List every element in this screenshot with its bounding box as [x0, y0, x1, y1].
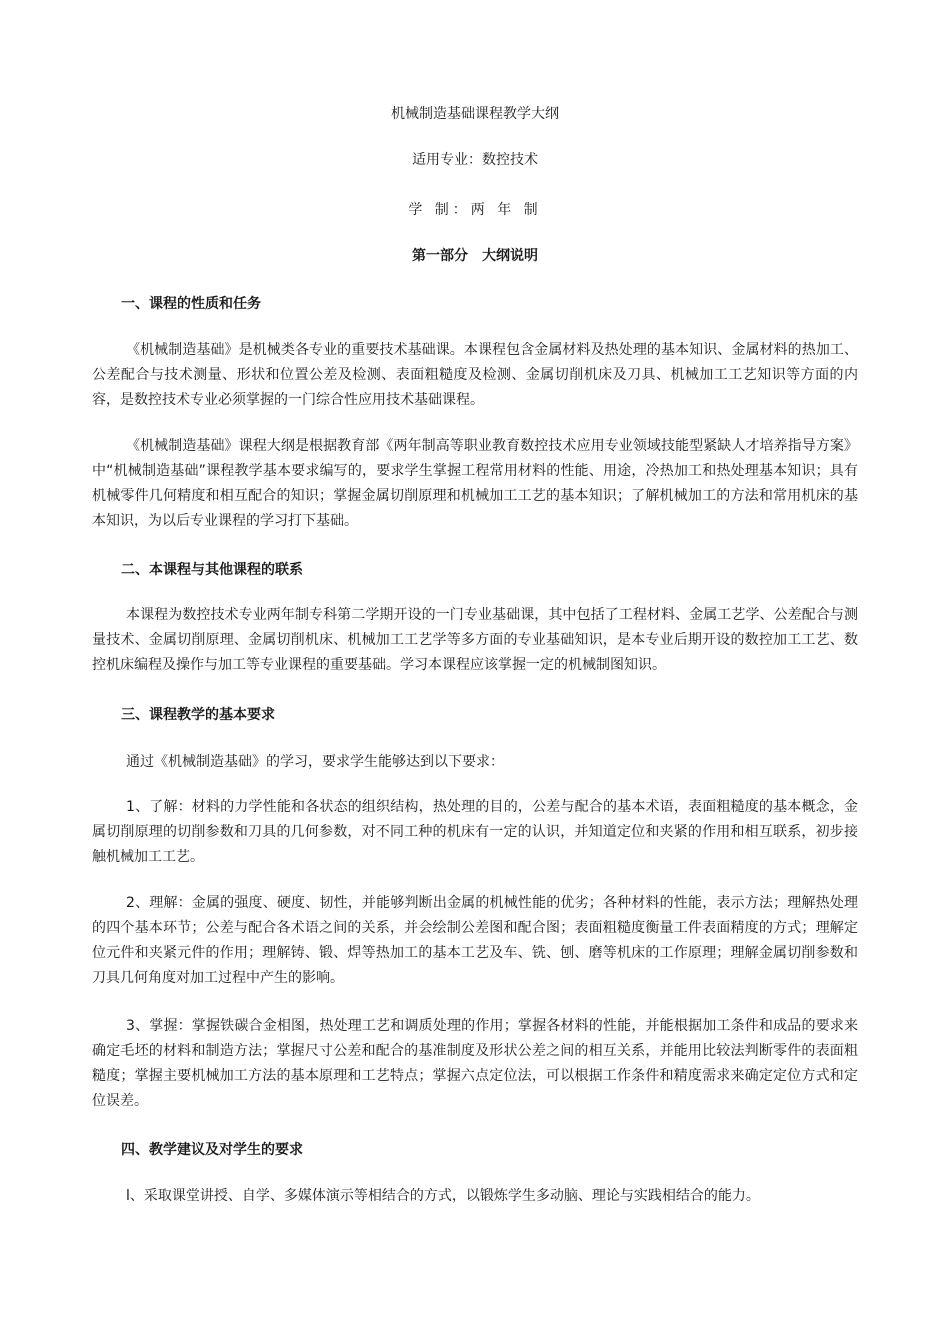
section-heading-1: 一、课程的性质和任务	[121, 296, 261, 312]
paragraph: 3、掌握：掌握铁碳合金相图，热处理工艺和调质处理的作用；掌握各材料的性能，并能根据加工条件和成品的要求来确定毛坯的材料和制造方法；掌握尺寸公差和配合的基准制度及形状公差之间的相互关系，并能用比较法判断零件的表面粗糙度；掌握主要机械加工方法的基本原理和工艺特点；掌握六点定位法，可以根据工作条件和精度需求来确定定位方式和定位误差。	[92, 1018, 858, 1109]
paragraph: 1、了解：材料的力学性能和各状态的组织结构，热处理的目的，公差与配合的基本术语，表面粗糙度的基本概念，金属切削原理的切削参数和刀具的几何参数，对不同工种的机床有一定的认识，并知道定位和夹紧的作用和相互联系，初步接触机械加工工艺。	[92, 799, 858, 865]
part-heading: 第一部分 大纲说明	[412, 248, 538, 264]
section-heading-4: 四、教学建议及对学生的要求	[121, 1142, 303, 1158]
paragraph: 2、理解：金属的强度、硬度、韧性，并能够判断出金属的机械性能的优劣；各种材料的性能，表示方法；理解热处理的四个基本环节；公差与配合各术语之间的关系，并会绘制公差图和配合图；表面粗糙度衡量工件表面精度的方式；理解定位元件和夹紧元件的作用；理解铸、锻、焊等热加工的基本工艺及车、铣、刨、磨等机床的工作原理；理解金属切削参数和刀具几何角度对加工过程中产生的影响。	[92, 895, 858, 986]
paragraph: 《机械制造基础》课程大纲是根据教育部《两年制高等职业教育数控技术应用专业领域技能型紧缺人才培养指导方案》中“机械制造基础”课程教学基本要求编写的，要求学生掌握工程常用材料的性能、用途，冷热加工和热处理基本知识；具有机械零件几何精度和相互配合的知识；掌握金属切削原理和机械加工工艺的基本知识；了解机械加工的方法和常用机床的基本知识，为以后专业课程的学习打下基础。	[92, 438, 858, 529]
paragraph: 《机械制造基础》是机械类各专业的重要技术基础课。本课程包含金属材料及热处理的基本知识、金属材料的热加工、公差配合与技术测量、形状和位置公差及检测、表面粗糙度及检测、金属切削机床及刀具、机械加工工艺知识等方面的内容，是数控技术专业必须掌握的一门综合性应用技术基础课程。	[92, 342, 858, 408]
section-heading-2: 二、本课程与其他课程的联系	[121, 562, 303, 578]
paragraph: 本课程为数控技术专业两年制专科第二学期开设的一门专业基础课，其中包括了工程材料、金属工艺学、公差配合与测量技术、金属切削原理、金属切削机床、机械加工工艺学等多方面的专业基础知识，是本专业后期开设的数控加工工艺、数控机床编程及操作与加工等专业课程的重要基础。学习本课程应该掌握一定的机械制图知识。	[92, 607, 858, 673]
study-duration: 学 制：两 年 制	[408, 202, 542, 218]
paragraph: l、采取课堂讲授、自学、多媒体演示等相结合的方式，以锻炼学生多动脑、理论与实践相结合的能力。	[126, 1188, 760, 1204]
applicable-major: 适用专业：数控技术	[412, 152, 538, 168]
document-title: 机械制造基础课程教学大纲	[391, 106, 559, 122]
paragraph: 通过《机械制造基础》的学习，要求学生能够达到以下要求：	[126, 754, 504, 770]
section-heading-3: 三、课程教学的基本要求	[121, 707, 275, 723]
